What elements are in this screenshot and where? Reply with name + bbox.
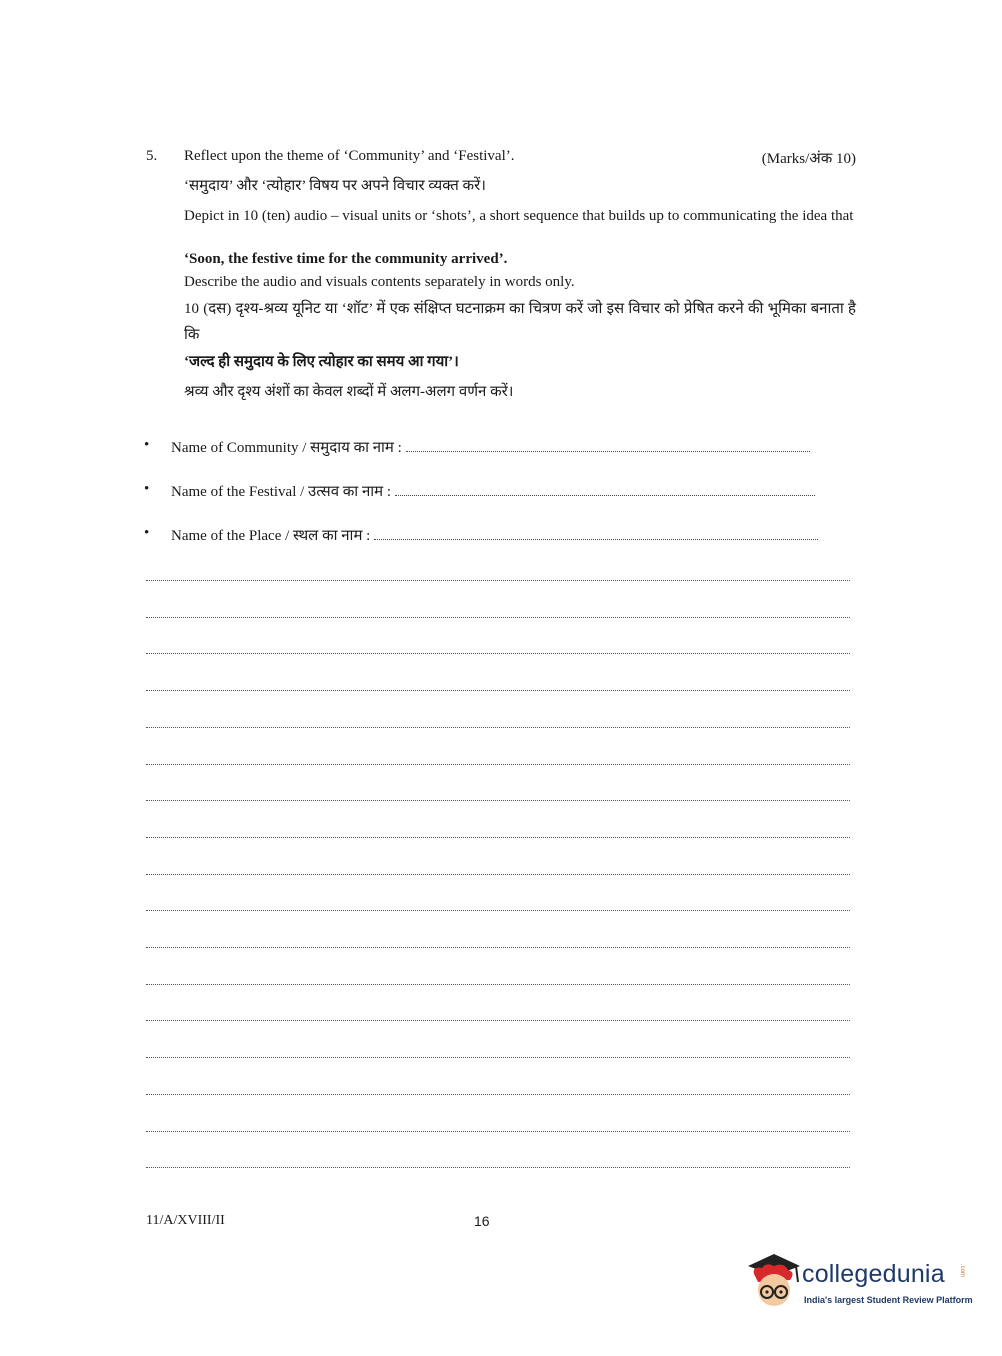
answer-line[interactable]: [146, 1020, 850, 1021]
answer-line[interactable]: [146, 837, 850, 838]
bullet-icon: •: [144, 437, 150, 453]
brand-name: collegedunia: [802, 1260, 945, 1288]
question-heading: [184, 148, 856, 165]
answer-line[interactable]: [146, 1094, 850, 1095]
instruction-english: Depict in 10 (ten) audio – visual units or ‘shots’, a short sequence that builds up to communicating the idea that: [184, 208, 854, 224]
question-number: 5.: [146, 148, 158, 164]
field-festival: [171, 481, 815, 501]
answer-line[interactable]: [146, 653, 850, 654]
question-heading-hindi: ‘समुदाय’ और ‘त्योहार’ विषय पर अपने विचार व्यक्त करें।: [184, 178, 486, 194]
bullet-icon: •: [144, 525, 150, 541]
mascot-icon: [744, 1252, 804, 1312]
answer-line[interactable]: [146, 617, 850, 618]
brand-logo: [744, 1252, 974, 1312]
answer-line[interactable]: [146, 910, 850, 911]
answer-line[interactable]: [146, 1131, 850, 1132]
instruction-hindi: 10 (दस) दृश्य-श्रव्य यूनिट या ‘शॉट’ में एक संक्षिप्त घटनाक्रम का चित्रण करें जो इस विचार को प्रेषित करने की भूमिका बनाता है कि: [184, 301, 856, 343]
field-place-blank[interactable]: [374, 527, 818, 540]
question-heading-text: Reflect upon the theme of ‘Community’ and ‘Festival’.: [184, 148, 515, 164]
describe-english: Describe the audio and visuals contents separately in words only.: [184, 274, 575, 290]
marks-label: (Marks/अंक 10): [761, 151, 856, 167]
answer-line[interactable]: [146, 874, 850, 875]
brand-tagline: India's largest Student Review Platform: [804, 1295, 973, 1305]
answer-line[interactable]: [146, 1057, 850, 1058]
describe-hindi: श्रव्य और दृश्य अंशों का केवल शब्दों में अलग-अलग वर्णन करें।: [184, 384, 514, 400]
answer-line[interactable]: [146, 947, 850, 948]
field-place-label: Name of the Place / स्थल का नाम :: [171, 528, 371, 544]
paper-code: 11/A/XVIII/II: [146, 1213, 225, 1228]
answer-line[interactable]: [146, 1167, 850, 1168]
answer-line[interactable]: [146, 984, 850, 985]
field-community-label: Name of Community / समुदाय का नाम :: [171, 440, 402, 456]
answer-line[interactable]: [146, 800, 850, 801]
answer-line[interactable]: [146, 690, 850, 691]
answer-line[interactable]: [146, 580, 850, 581]
field-community-blank[interactable]: [406, 439, 810, 452]
answer-line[interactable]: [146, 764, 850, 765]
brand-suffix: .com: [959, 1264, 965, 1278]
page-number: 16: [474, 1213, 490, 1229]
field-community: [171, 437, 810, 457]
field-place: [171, 525, 818, 545]
bullet-icon: •: [144, 481, 150, 497]
field-festival-label: Name of the Festival / उत्सव का नाम :: [171, 484, 392, 500]
field-festival-blank[interactable]: [395, 483, 815, 496]
answer-line[interactable]: [146, 727, 850, 728]
quote-hindi: ‘जल्द ही समुदाय के लिए त्योहार का समय आ गया’।: [184, 354, 459, 370]
quote-english: ‘Soon, the festive time for the community arrived’.: [184, 251, 508, 267]
